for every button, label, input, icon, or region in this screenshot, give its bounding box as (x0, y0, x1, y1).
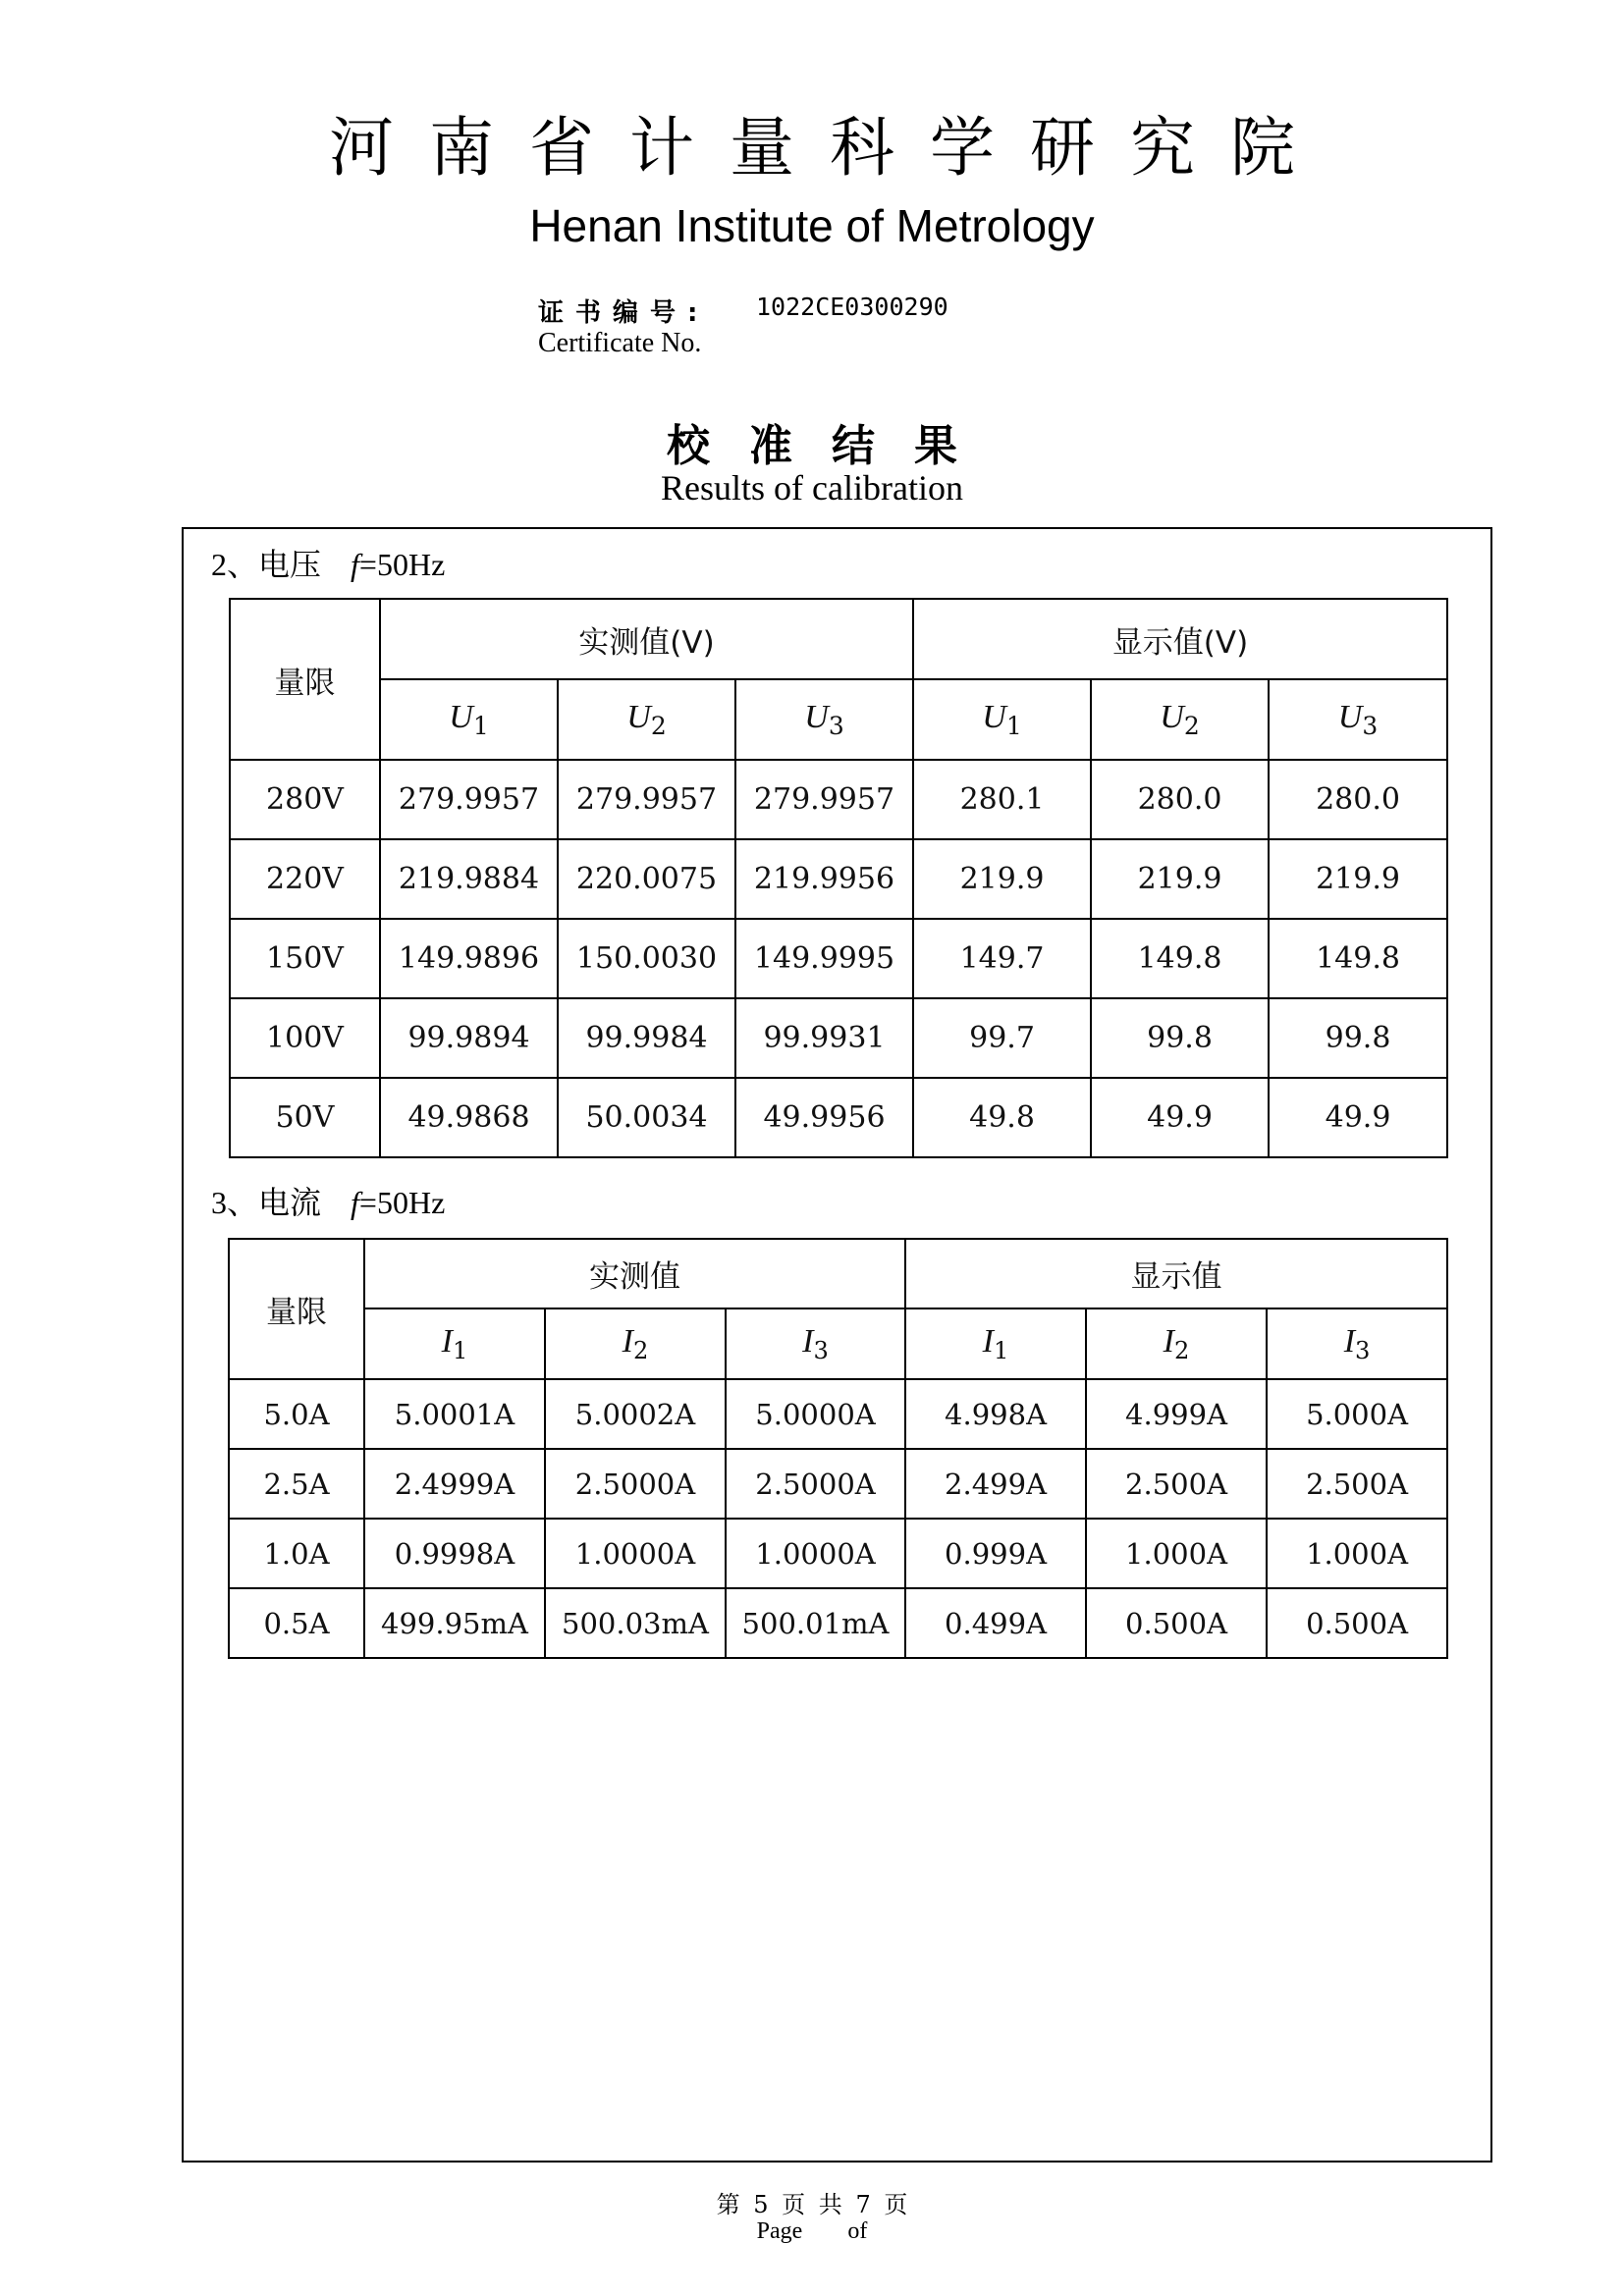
channel-header (558, 679, 735, 760)
table-row (230, 839, 1447, 919)
channel-symbol: U (804, 699, 829, 735)
value-cell: 149.9995 (735, 919, 913, 998)
channel-index: 3 (1362, 712, 1379, 740)
channel-index: 2 (632, 1336, 649, 1364)
value-cell: 279.9957 (735, 760, 913, 839)
value-cell: 99.8 (1091, 998, 1269, 1078)
value-cell: 280.0 (1091, 760, 1269, 839)
value-cell: 0.500A (1267, 1588, 1447, 1658)
value-cell: 0.500A (1086, 1588, 1267, 1658)
value-cell: 279.9957 (380, 760, 558, 839)
channel-symbol: I (622, 1323, 633, 1361)
value-cell: 99.9931 (735, 998, 913, 1078)
channel-index: 1 (1005, 712, 1022, 740)
results-title-en: Results of calibration (661, 468, 963, 507)
page-number-cn: 第 5 页 共 7 页 (716, 2191, 908, 2218)
value-cell: 219.9884 (380, 839, 558, 919)
page-label: Page (756, 2218, 803, 2244)
value-cell: 219.9 (1091, 839, 1269, 919)
channel-symbol: I (1163, 1323, 1174, 1361)
value-cell: 1.0000A (545, 1519, 726, 1588)
channel-index: 3 (1355, 1336, 1371, 1364)
table-row (230, 1078, 1447, 1157)
table-row (230, 919, 1447, 998)
table-header-row (229, 1239, 1447, 1308)
channel-index: 2 (1183, 712, 1200, 740)
value-cell: 2.4999A (364, 1449, 545, 1519)
value-cell: 149.7 (913, 919, 1091, 998)
channel-header (380, 679, 558, 760)
current-table (228, 1238, 1448, 1659)
channel-symbol: U (982, 699, 1006, 735)
certificate-number: 1022CE0300290 (756, 293, 948, 321)
value-cell: 99.9894 (380, 998, 558, 1078)
table-row (229, 1519, 1447, 1588)
channel-header (735, 679, 913, 760)
institute-name-cn: 河南省计量科学研究院 (329, 110, 1330, 186)
current-heading-label: 3、电流 (211, 1185, 322, 1220)
value-cell: 219.9956 (735, 839, 913, 919)
value-cell: 219.9 (1269, 839, 1447, 919)
voltage-section-heading (211, 540, 445, 585)
range-cell: 100V (230, 998, 380, 1078)
value-cell: 49.9956 (735, 1078, 913, 1157)
channel-symbol: U (626, 699, 651, 735)
range-cell: 1.0A (229, 1519, 364, 1588)
table-row (229, 1449, 1447, 1519)
value-cell: 1.000A (1267, 1519, 1447, 1588)
table-row (230, 760, 1447, 839)
value-cell: 280.0 (1269, 760, 1447, 839)
channel-index: 1 (994, 1336, 1009, 1364)
results-title-cn: 校准结果 (667, 421, 997, 471)
value-cell: 150.0030 (558, 919, 735, 998)
of-label: of (847, 2218, 868, 2244)
value-cell: 2.5000A (726, 1449, 905, 1519)
channel-index: 1 (472, 712, 489, 740)
value-cell: 5.0002A (545, 1379, 726, 1449)
value-cell: 5.0001A (364, 1379, 545, 1449)
range-header: 量限 (229, 1239, 364, 1379)
measured-header: 实测值(V) (380, 599, 913, 679)
table-row (229, 1588, 1447, 1658)
value-cell: 0.499A (905, 1588, 1086, 1658)
value-cell: 49.9 (1269, 1078, 1447, 1157)
value-cell: 99.8 (1269, 998, 1447, 1078)
table-row (229, 1379, 1447, 1449)
channel-symbol: U (449, 699, 473, 735)
value-cell: 99.7 (913, 998, 1091, 1078)
value-cell: 1.000A (1086, 1519, 1267, 1588)
value-cell: 279.9957 (558, 760, 735, 839)
channel-header (364, 1308, 545, 1379)
range-cell: 2.5A (229, 1449, 364, 1519)
value-cell: 4.998A (905, 1379, 1086, 1449)
channel-symbol: I (982, 1323, 994, 1361)
certificate-label-en: Certificate No. (538, 328, 702, 358)
channel-header (913, 679, 1091, 760)
value-cell: 149.8 (1269, 919, 1447, 998)
channel-index: 3 (828, 712, 844, 740)
value-cell: 2.500A (1086, 1449, 1267, 1519)
channel-index: 2 (1174, 1336, 1190, 1364)
channel-header (545, 1308, 726, 1379)
value-cell: 2.5000A (545, 1449, 726, 1519)
value-cell: 1.0000A (726, 1519, 905, 1588)
table-header-row (230, 599, 1447, 679)
value-cell: 149.8 (1091, 919, 1269, 998)
range-cell: 50V (230, 1078, 380, 1157)
page-number-en (0, 2218, 1624, 2245)
value-cell: 49.9 (1091, 1078, 1269, 1157)
channel-symbol: I (802, 1323, 814, 1361)
channel-index: 3 (813, 1336, 829, 1364)
channel-header (1269, 679, 1447, 760)
current-section-heading (211, 1178, 445, 1223)
displayed-header: 显示值 (905, 1239, 1447, 1308)
table-subheader-row (229, 1308, 1447, 1379)
value-cell: 499.95mA (364, 1588, 545, 1658)
voltage-frequency: f=50Hz (351, 547, 446, 582)
value-cell: 2.499A (905, 1449, 1086, 1519)
value-cell: 219.9 (913, 839, 1091, 919)
value-cell: 500.03mA (545, 1588, 726, 1658)
value-cell: 220.0075 (558, 839, 735, 919)
value-cell: 4.999A (1086, 1379, 1267, 1449)
value-cell: 2.500A (1267, 1449, 1447, 1519)
current-frequency: f=50Hz (351, 1185, 446, 1220)
range-cell: 5.0A (229, 1379, 364, 1449)
displayed-header: 显示值(V) (913, 599, 1447, 679)
voltage-table (229, 598, 1448, 1158)
measured-header: 实测值 (364, 1239, 905, 1308)
value-cell: 5.000A (1267, 1379, 1447, 1449)
channel-header (1086, 1308, 1267, 1379)
channel-symbol: U (1337, 699, 1363, 735)
channel-header (1091, 679, 1269, 760)
value-cell: 49.8 (913, 1078, 1091, 1157)
certificate-label-cn: 证书编号: (538, 298, 710, 328)
value-cell: 50.0034 (558, 1078, 735, 1157)
channel-symbol: I (1343, 1323, 1356, 1361)
institute-name-en: Henan Institute of Metrology (529, 200, 1095, 251)
channel-header (1267, 1308, 1447, 1379)
value-cell: 0.999A (905, 1519, 1086, 1588)
value-cell: 149.9896 (380, 919, 558, 998)
channel-header (905, 1308, 1086, 1379)
range-cell: 280V (230, 760, 380, 839)
value-cell: 0.9998A (364, 1519, 545, 1588)
range-cell: 220V (230, 839, 380, 919)
value-cell: 49.9868 (380, 1078, 558, 1157)
channel-symbol: I (441, 1323, 453, 1361)
voltage-heading-label: 2、电压 (211, 547, 322, 582)
range-header: 量限 (230, 599, 380, 760)
channel-header (726, 1308, 905, 1379)
table-row (230, 998, 1447, 1078)
channel-index: 2 (650, 712, 667, 740)
value-cell: 5.0000A (726, 1379, 905, 1449)
range-cell: 0.5A (229, 1588, 364, 1658)
channel-index: 1 (452, 1336, 468, 1364)
range-cell: 150V (230, 919, 380, 998)
table-subheader-row (230, 679, 1447, 760)
value-cell: 280.1 (913, 760, 1091, 839)
value-cell: 500.01mA (726, 1588, 905, 1658)
channel-symbol: U (1160, 699, 1184, 735)
value-cell: 99.9984 (558, 998, 735, 1078)
